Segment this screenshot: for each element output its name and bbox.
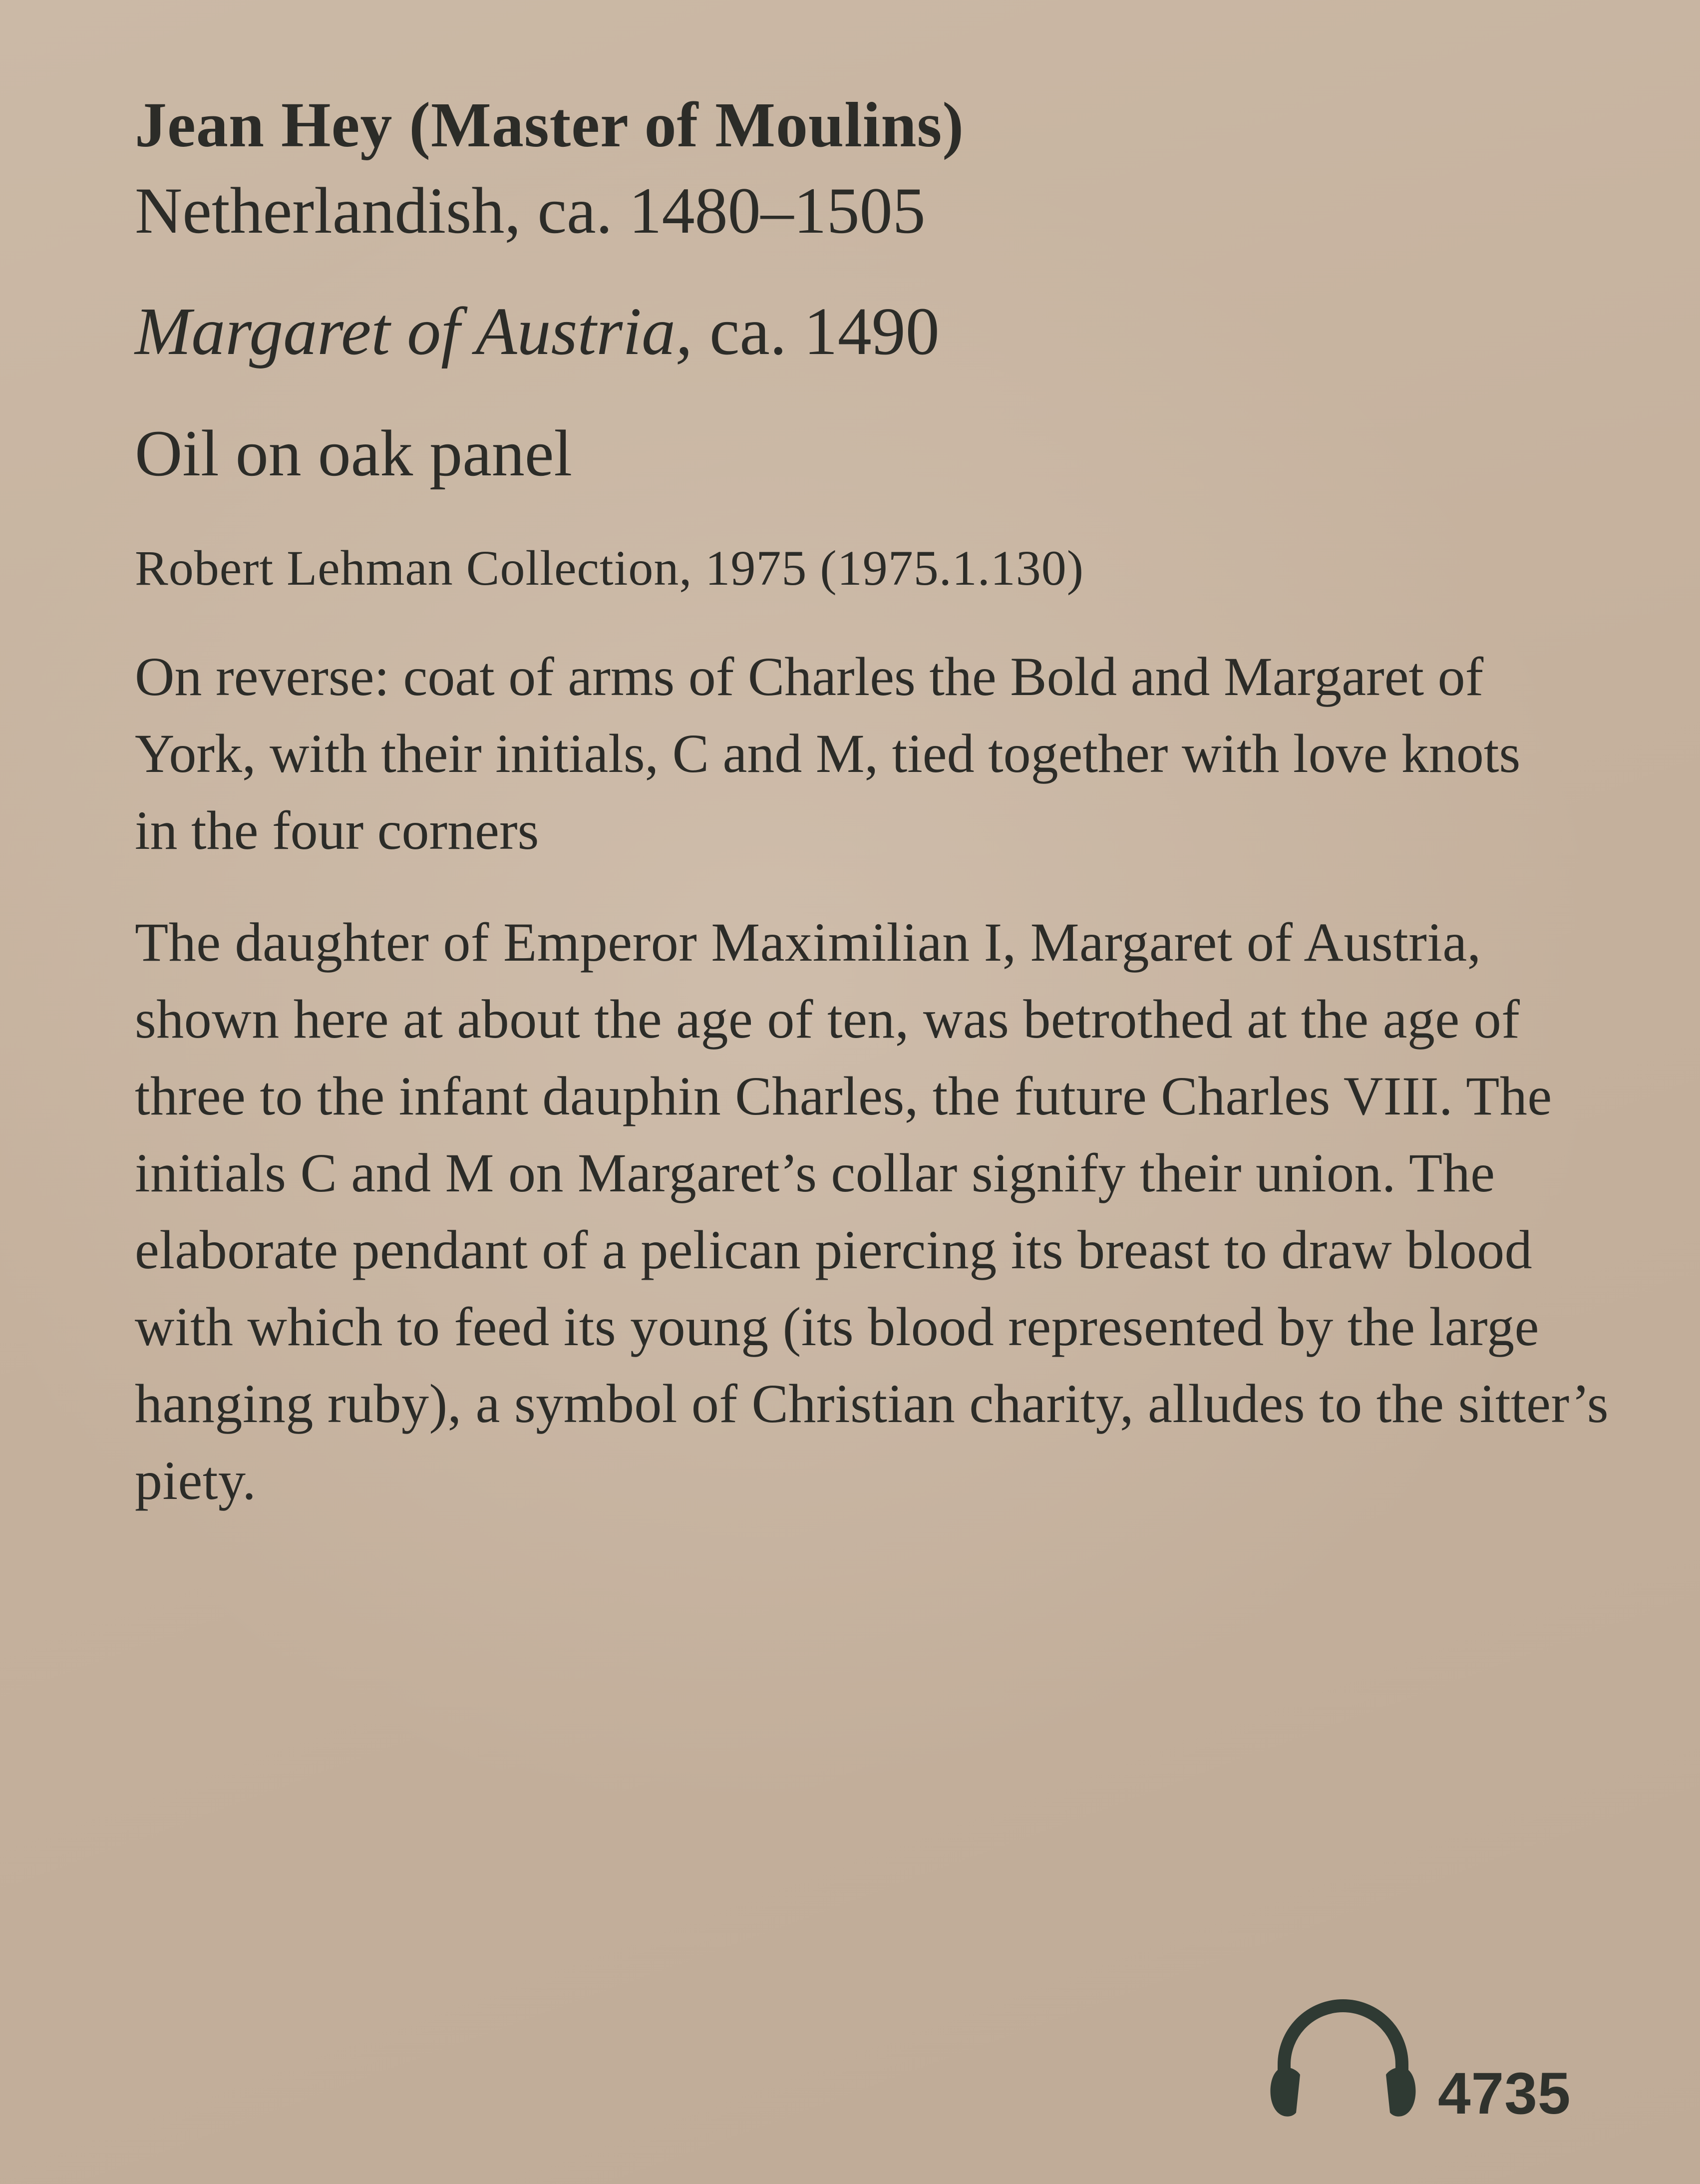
- audio-stop-number: 4735: [1438, 2061, 1571, 2127]
- credit-line: Robert Lehman Collection, 1975 (1975.1.130): [135, 540, 1084, 596]
- reverse-note: On reverse: coat of arms of Charles the Bold and Margaret of York, with their initials, C and M, tied together with love knots in the four corners: [135, 646, 1521, 861]
- artwork-description: The daughter of Emperor Maximilian I, Margaret of Austria, shown here at about the age of ten, was betrothed at the age of three to the infant dauphin Charles, the future Charles VIII. The initials C and M on Margaret’s collar signify their union. The elaborate pendant of a pelican piercing its breast to draw blood with which to feed its young (its blood represented by the large hanging ruby), a symbol of Christian charity, alludes to the sitter’s piety.: [135, 912, 1609, 1511]
- artwork-medium: Oil on oak panel: [135, 416, 573, 490]
- audio-guide-marker: [1263, 1990, 1613, 2135]
- artwork-date: ca. 1490: [692, 294, 940, 369]
- headphones-icon: [1263, 1990, 1423, 2135]
- artwork-title: Margaret of Austria,: [135, 294, 693, 369]
- artist-name: Jean Hey (Master of Moulins): [135, 89, 964, 160]
- label-text-block: [135, 85, 1633, 1519]
- artwork-title-line: [135, 289, 1633, 374]
- artist-nationality-dates: Netherlandish, ca. 1480–1505: [135, 174, 926, 247]
